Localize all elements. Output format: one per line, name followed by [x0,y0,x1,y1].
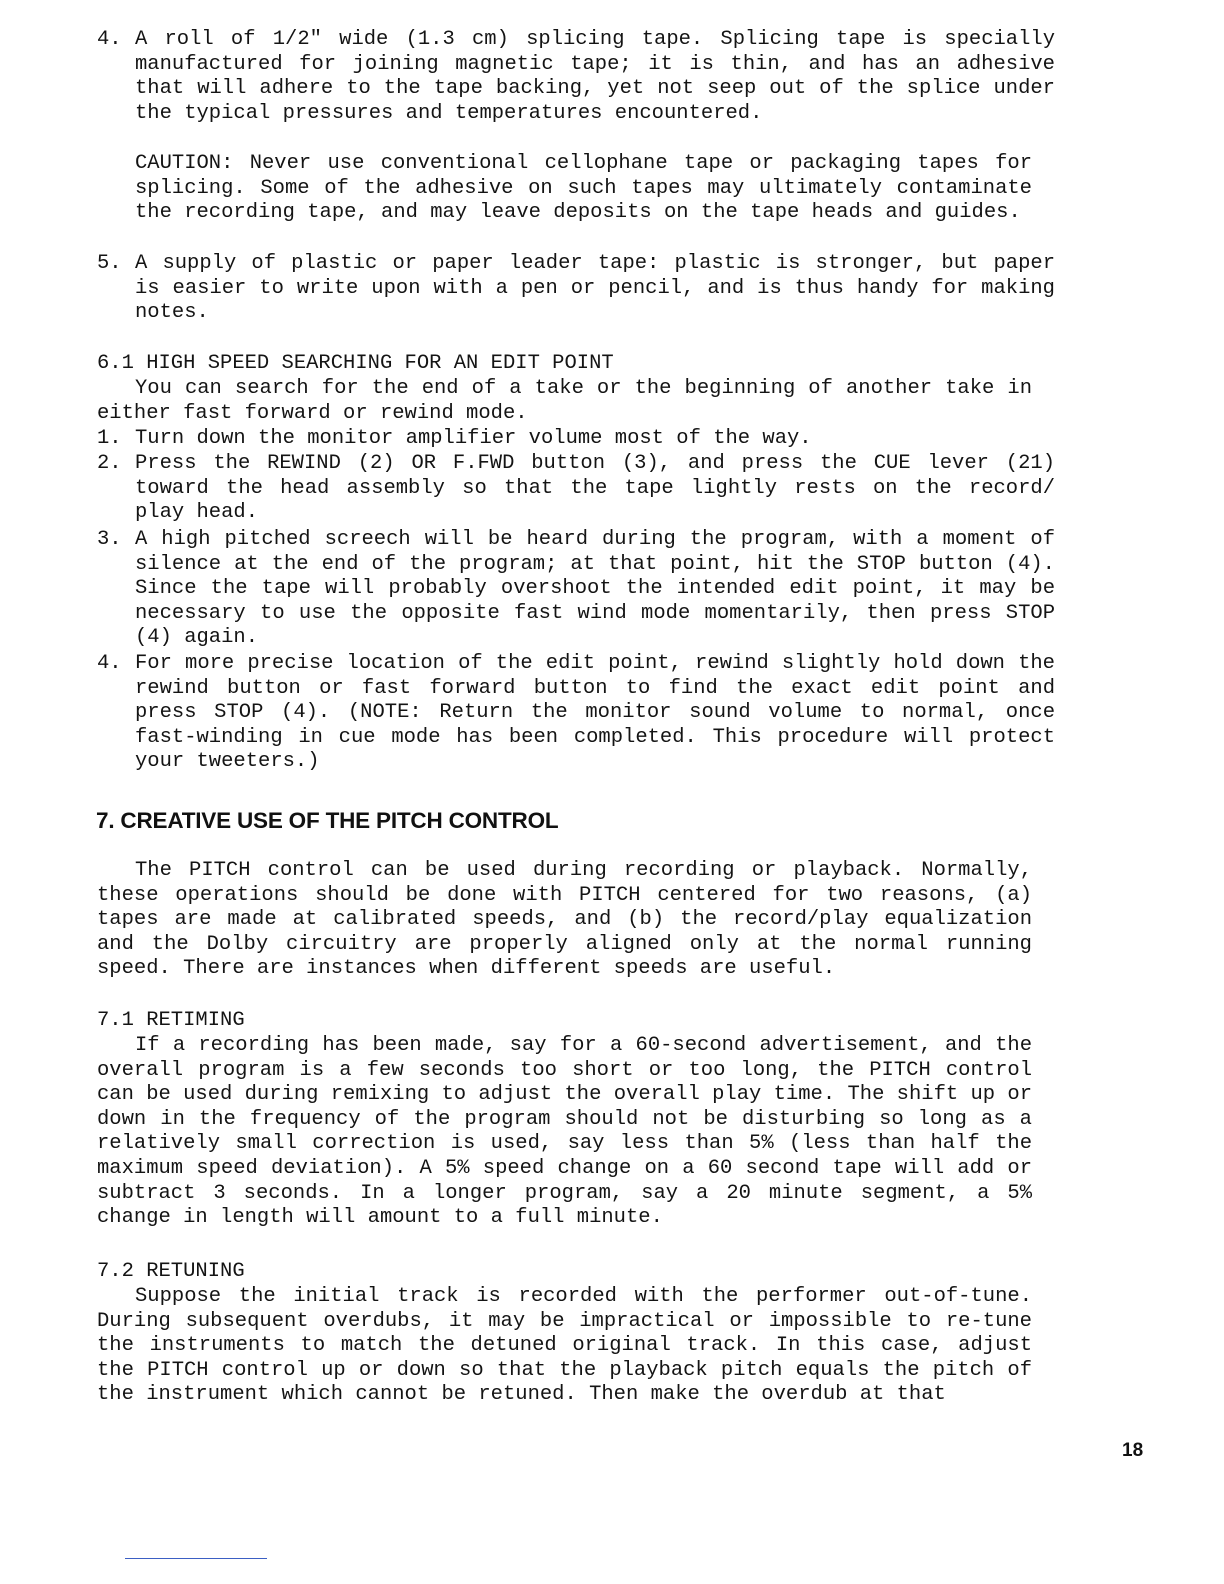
step-item [97,452,1055,526]
caution-note: CAUTION: Never use conventional cellophane tape or packaging tapes for splicing. Some of the adhesive on such tapes may ultimately contaminate the recording tape, and may leave deposits on the tape heads and guides. [135,152,1032,225]
list-item-number: 5. [97,252,122,275]
list-item [97,28,1055,126]
step-text: A high pitched screech will be heard during the program, with a moment of silence at the end of the program; at that point, hit the STOP button (4). Since the tape will probably overshoot the intended edit point, it may be necessary to use the opposite fast wind mode momentarily, then press STOP (4) again. [135,528,1055,650]
list-item-text: A supply of plastic or paper leader tape: plastic is stronger, but paper is easier to write upon with a pen or pencil, and is thus handy for making notes. [135,252,1055,325]
section-title-7: 7. CREATIVE USE OF THE PITCH CONTROL [96,808,559,833]
list-item-number: 4. [97,28,122,51]
step-text: Turn down the monitor amplifier volume most of the way. [135,427,812,450]
section-7-1-text: If a recording has been made, say for a 60-second advertisement, and the overall program is a few seconds too short or too long, the PITCH control can be used during remixing to adjust the overall play time. The shift up or down in the frequency of the program should not be disturbing so long as a relatively small correction is used, say less than 5% (less than half the maximum speed deviation). A 5% speed change on a 60 second tape will add or subtract 3 seconds. In a longer program, say a 20 minute segment, a 5% change in length will amount to a full minute. [97,1034,1032,1230]
section-heading-7-2: 7.2 RETUNING [97,1260,245,1283]
step-number: 1. [97,427,122,450]
section-heading-7-1: 7.1 RETIMING [97,1009,245,1032]
step-text: Press the REWIND (2) OR F.FWD button (3), and press the CUE lever (21) toward the head assembly so that the tape lightly rests on the record/ play head. [135,452,1055,525]
step-item [97,652,1055,775]
list-item-text: A roll of 1/2" wide (1.3 cm) splicing tape. Splicing tape is specially manufactured for joining magnetic tape; it is thin, and has an adhesive that will adhere to the tape backing, yet not seep out of the splice under the typical pressures and temperatures encountered. [135,28,1055,125]
step-number: 3. [97,528,122,551]
section-7-intro: The PITCH control can be used during recording or playback. Normally, these operations should be done with PITCH centered for two reasons, (a) tapes are made at calibrated speeds, and (b) the record/play equalization and the Dolby circuitry are properly aligned only at the normal running speed. There are instances when different speeds are useful. [97,859,1032,981]
section-heading-6-1: 6.1 HIGH SPEED SEARCHING FOR AN EDIT POINT [97,352,614,375]
section-6-1-intro: You can search for the end of a take or the beginning of another take in either fast forward or rewind mode. [97,377,1032,425]
step-item [97,427,1055,452]
step-text: For more precise location of the edit point, rewind slightly hold down the rewind button or fast forward button to find the exact edit point and press STOP (4). (NOTE: Return the monitor sound volume to normal, once fast-winding in cue mode has been completed. This procedure will protect your tweeters.) [135,652,1055,774]
step-number: 2. [97,452,122,475]
step-number: 4. [97,652,122,675]
section-7-2-text: Suppose the initial track is recorded with the performer out-of-tune. During subsequent overdubs, it may be impractical or impossible to re-tune the instruments to match the detuned original track. In this case, adjust the PITCH control up or down so that the playback pitch equals the pitch of the instrument which cannot be retuned. Then make the overdub at that [97,1285,1032,1407]
page-number: 18 [1122,1440,1144,1461]
list-item [97,252,1055,326]
step-item [97,528,1055,651]
footnote-rule [125,1558,267,1559]
